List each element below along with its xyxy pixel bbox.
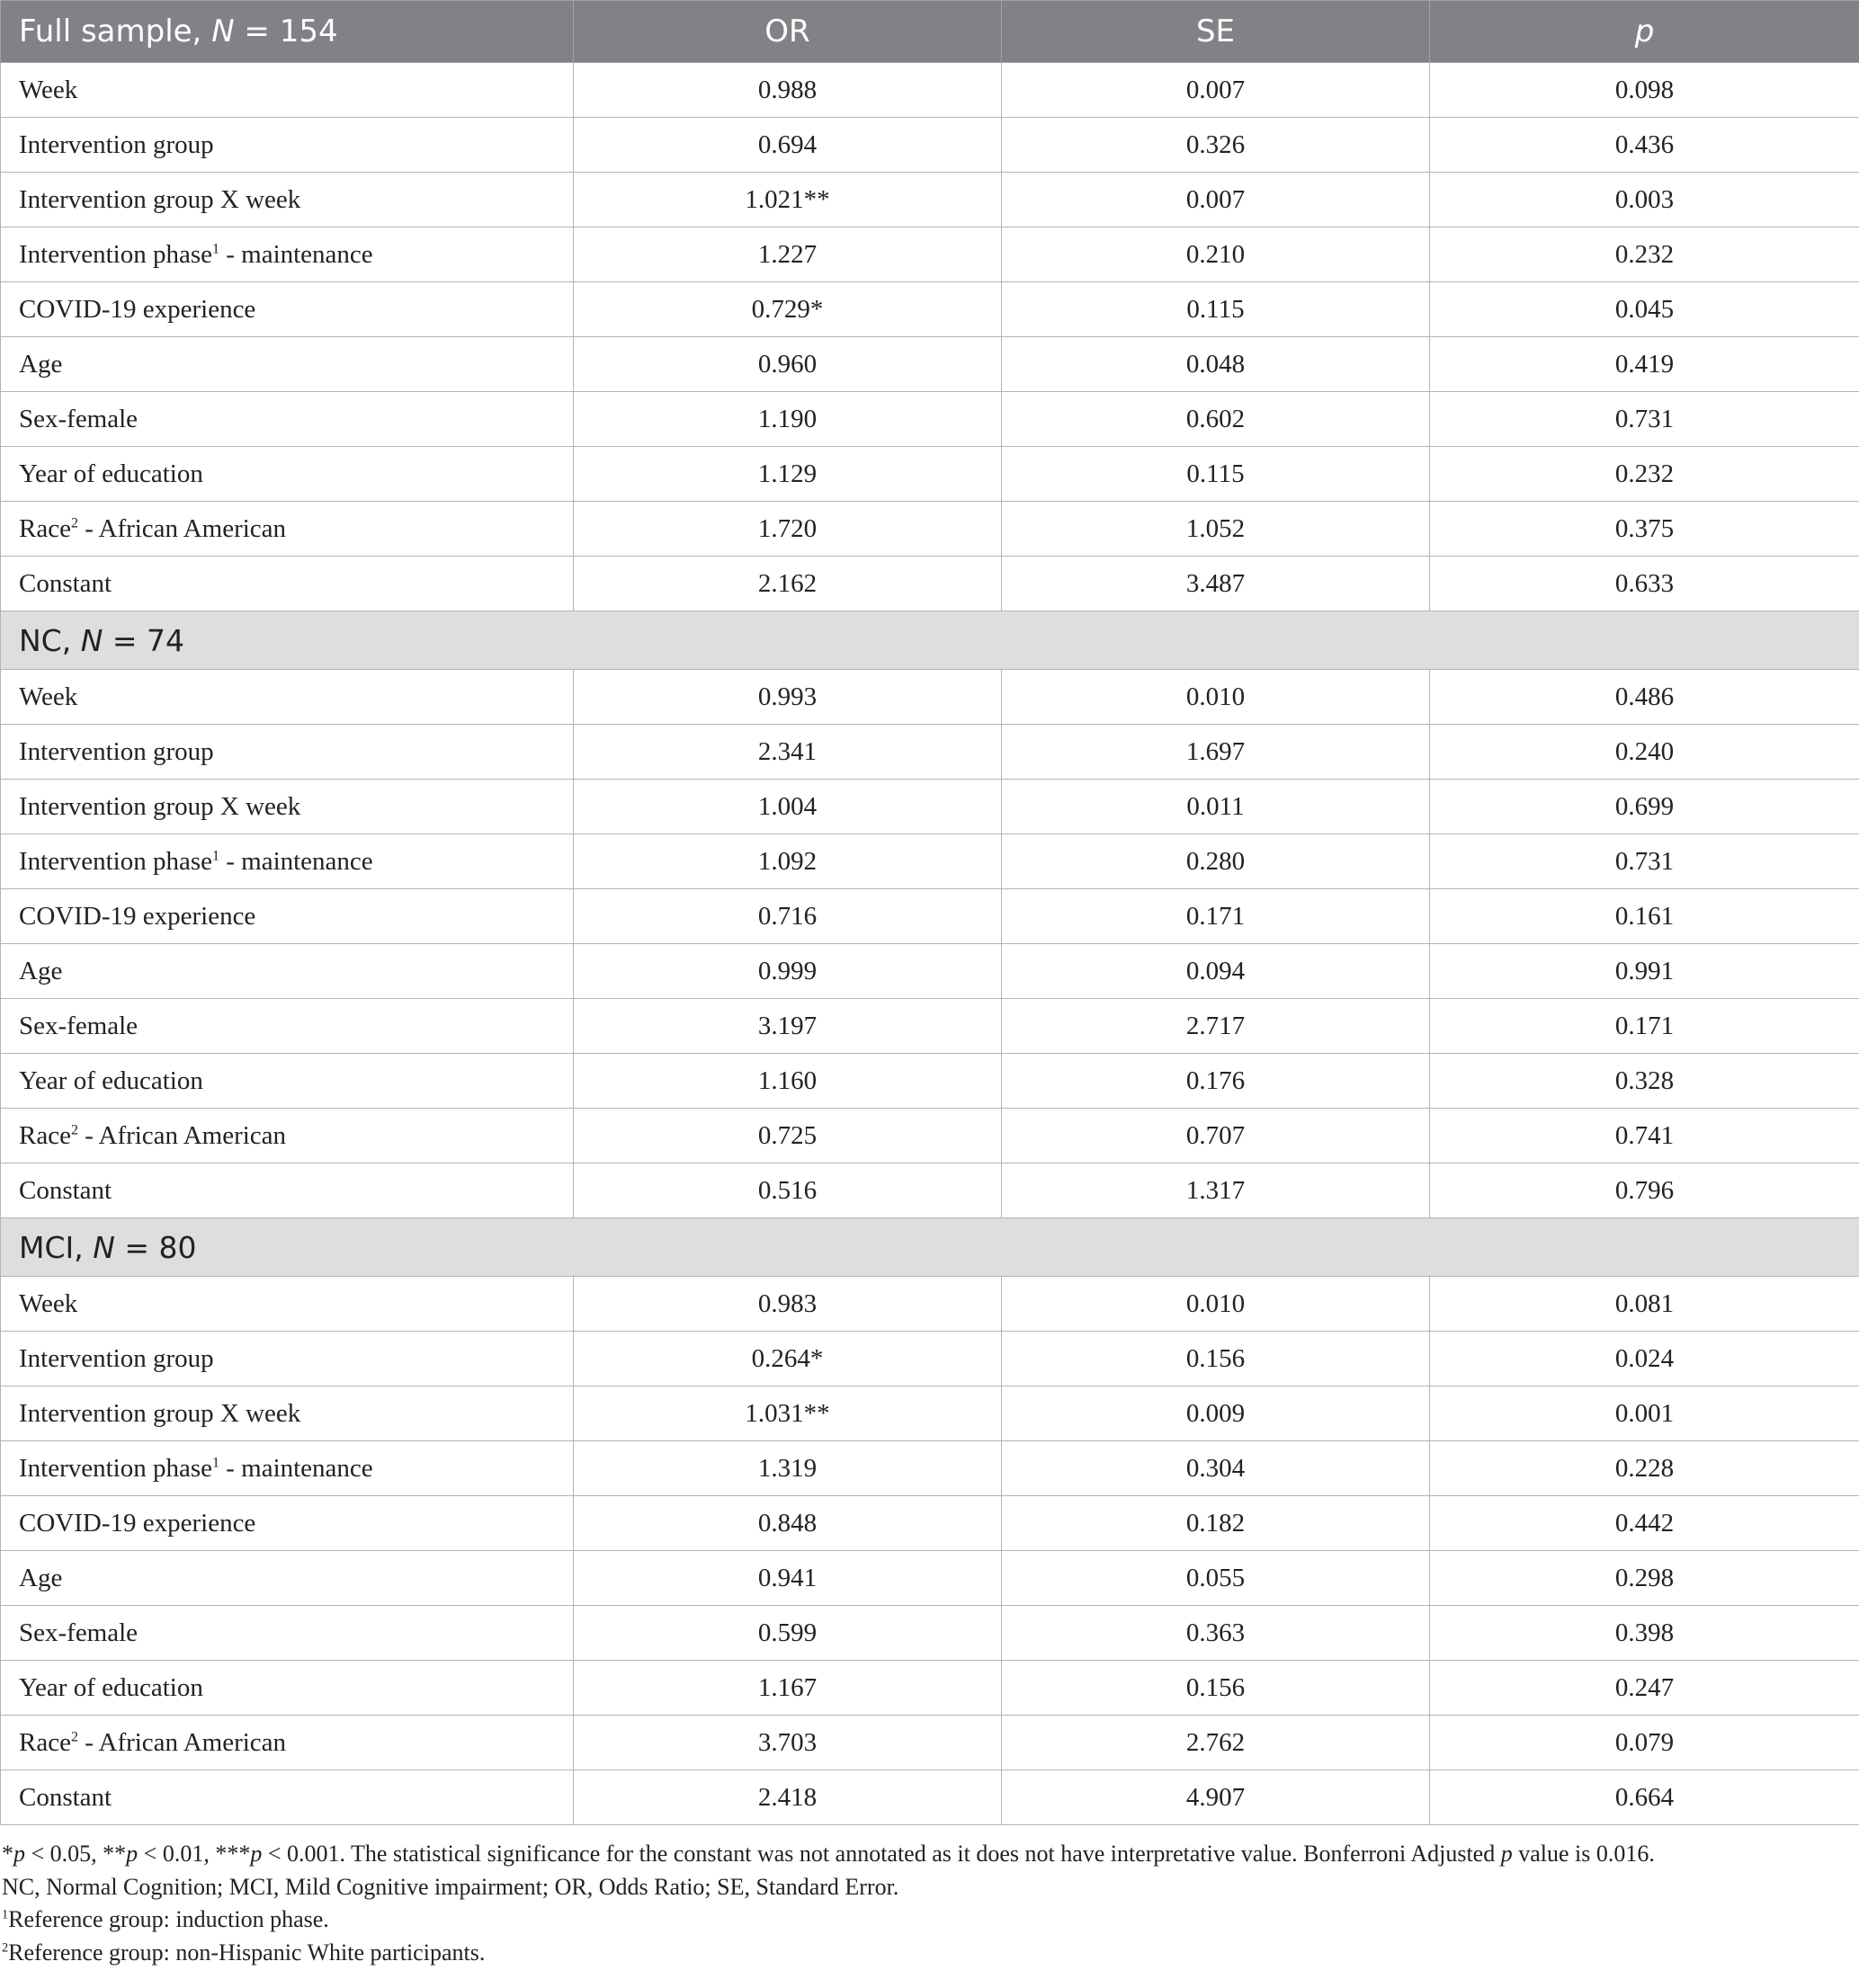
cell-p: 0.081 bbox=[1430, 1277, 1859, 1332]
table-row bbox=[1, 1770, 1859, 1825]
table-row bbox=[1, 227, 1859, 282]
table-row bbox=[1, 889, 1859, 944]
row-label bbox=[1, 337, 574, 392]
cell-p: 0.247 bbox=[1430, 1661, 1859, 1716]
cell-se: 0.007 bbox=[1002, 173, 1430, 227]
cell-se: 0.011 bbox=[1002, 780, 1430, 834]
cell-se: 0.094 bbox=[1002, 944, 1430, 999]
cell-or: 0.694 bbox=[574, 118, 1002, 173]
row-label-text: Intervention phase bbox=[19, 239, 213, 269]
cell-or: 0.729* bbox=[574, 282, 1002, 337]
row-label-text: Year of education bbox=[19, 1672, 203, 1702]
cell-or: 3.197 bbox=[574, 999, 1002, 1054]
cell-se: 0.176 bbox=[1002, 1054, 1430, 1109]
table-row bbox=[1, 999, 1859, 1054]
cell-p: 0.228 bbox=[1430, 1441, 1859, 1496]
cell-p: 0.001 bbox=[1430, 1386, 1859, 1441]
cell-or: 0.516 bbox=[574, 1163, 1002, 1218]
cell-se: 0.210 bbox=[1002, 227, 1430, 282]
section-title-n: N bbox=[93, 1229, 115, 1265]
row-label-text: Constant bbox=[19, 1782, 112, 1812]
cell-p: 0.419 bbox=[1430, 337, 1859, 392]
cell-p: 0.442 bbox=[1430, 1496, 1859, 1551]
footnote-mark: 2 bbox=[70, 1728, 78, 1744]
cell-or: 0.264* bbox=[574, 1332, 1002, 1386]
cell-se: 2.717 bbox=[1002, 999, 1430, 1054]
cell-or: 1.160 bbox=[574, 1054, 1002, 1109]
cell-se: 0.048 bbox=[1002, 337, 1430, 392]
table-row bbox=[1, 118, 1859, 173]
cell-p: 0.045 bbox=[1430, 282, 1859, 337]
cell-p: 0.098 bbox=[1430, 63, 1859, 118]
footnote-1-mark: 1 bbox=[2, 1907, 9, 1922]
cell-or: 1.004 bbox=[574, 780, 1002, 834]
row-label bbox=[1, 1163, 574, 1218]
cell-p: 0.731 bbox=[1430, 392, 1859, 447]
cell-or: 1.720 bbox=[574, 502, 1002, 557]
cell-or: 0.999 bbox=[574, 944, 1002, 999]
table-row bbox=[1, 670, 1859, 725]
cell-or: 0.599 bbox=[574, 1606, 1002, 1661]
row-label-suffix: - African American bbox=[77, 1727, 287, 1757]
footnote-text-run: p bbox=[126, 1841, 139, 1867]
table-row bbox=[1, 282, 1859, 337]
row-label-text: Year of education bbox=[19, 1065, 203, 1095]
cell-se: 0.007 bbox=[1002, 63, 1430, 118]
cell-p: 0.003 bbox=[1430, 173, 1859, 227]
table-row bbox=[1, 502, 1859, 557]
table-row bbox=[1, 1277, 1859, 1332]
row-label bbox=[1, 1277, 574, 1332]
cell-p: 0.232 bbox=[1430, 227, 1859, 282]
footnote-text-run: * bbox=[2, 1841, 13, 1867]
row-label-text: Intervention group bbox=[19, 736, 214, 766]
cell-or: 0.848 bbox=[574, 1496, 1002, 1551]
cell-se: 0.115 bbox=[1002, 282, 1430, 337]
row-label bbox=[1, 1661, 574, 1716]
row-label-text: Intervention group X week bbox=[19, 791, 301, 821]
cell-p: 0.161 bbox=[1430, 889, 1859, 944]
cell-p: 0.298 bbox=[1430, 1551, 1859, 1606]
row-label bbox=[1, 1054, 574, 1109]
section-title-prefix: MCI, bbox=[19, 1229, 94, 1265]
table-row bbox=[1, 1441, 1859, 1496]
table-row bbox=[1, 1716, 1859, 1770]
cell-or: 0.725 bbox=[574, 1109, 1002, 1163]
footnote-text-run: p bbox=[1500, 1841, 1513, 1867]
row-label-text: Intervention phase bbox=[19, 846, 213, 876]
footnote-text-run: value is 0.016. bbox=[1512, 1841, 1655, 1867]
table-row bbox=[1, 1054, 1859, 1109]
row-label-text: Week bbox=[19, 1288, 78, 1318]
table-row bbox=[1, 1606, 1859, 1661]
section-title-suffix: = 74 bbox=[103, 622, 185, 658]
table-body bbox=[1, 63, 1859, 1825]
cell-or: 1.319 bbox=[574, 1441, 1002, 1496]
row-label-text: Sex-female bbox=[19, 1011, 139, 1040]
row-label-text: Intervention group X week bbox=[19, 184, 301, 214]
cell-or: 1.190 bbox=[574, 392, 1002, 447]
cell-se: 1.052 bbox=[1002, 502, 1430, 557]
header-se: SE bbox=[1002, 1, 1430, 63]
table-row bbox=[1, 1386, 1859, 1441]
cell-p: 0.240 bbox=[1430, 725, 1859, 780]
row-label-text: Constant bbox=[19, 1175, 112, 1205]
row-label-text: Constant bbox=[19, 568, 112, 598]
cell-p: 0.328 bbox=[1430, 1054, 1859, 1109]
cell-or: 3.703 bbox=[574, 1716, 1002, 1770]
row-label bbox=[1, 227, 574, 282]
footnote-text-run: < 0.05, ** bbox=[25, 1841, 127, 1867]
header-or: OR bbox=[574, 1, 1002, 63]
footnote-mark: 2 bbox=[70, 1121, 78, 1137]
table-row bbox=[1, 337, 1859, 392]
row-label bbox=[1, 1332, 574, 1386]
row-label bbox=[1, 502, 574, 557]
footnote-significance bbox=[2, 1838, 1859, 1871]
row-label bbox=[1, 557, 574, 611]
section-title-n: N bbox=[80, 622, 103, 658]
cell-or: 2.162 bbox=[574, 557, 1002, 611]
footnote-text-run: p bbox=[250, 1841, 263, 1867]
row-label bbox=[1, 282, 574, 337]
row-label bbox=[1, 1770, 574, 1825]
table-row bbox=[1, 725, 1859, 780]
row-label-text: Year of education bbox=[19, 459, 203, 488]
cell-or: 0.960 bbox=[574, 337, 1002, 392]
table-row bbox=[1, 1496, 1859, 1551]
footnote-text-run: < 0.001. The statistical significance for the constant was not annotated as it does not have interpretative value. Bonferroni Adjusted bbox=[262, 1841, 1501, 1867]
footnote-mark: 2 bbox=[70, 514, 78, 530]
cell-or: 1.092 bbox=[574, 834, 1002, 889]
cell-p: 0.633 bbox=[1430, 557, 1859, 611]
row-label-suffix: - African American bbox=[77, 513, 287, 543]
cell-or: 1.227 bbox=[574, 227, 1002, 282]
cell-se: 0.182 bbox=[1002, 1496, 1430, 1551]
row-label bbox=[1, 1109, 574, 1163]
row-label bbox=[1, 392, 574, 447]
row-label-suffix: - African American bbox=[77, 1120, 287, 1150]
cell-or: 0.993 bbox=[574, 670, 1002, 725]
row-label bbox=[1, 725, 574, 780]
cell-p: 0.664 bbox=[1430, 1770, 1859, 1825]
row-label-text: Age bbox=[19, 349, 63, 379]
cell-se: 0.326 bbox=[1002, 118, 1430, 173]
table-row bbox=[1, 63, 1859, 118]
footnote-abbreviations: NC, Normal Cognition; MCI, Mild Cognitive impairment; OR, Odds Ratio; SE, Standard Error. bbox=[2, 1873, 899, 1900]
cell-se: 0.010 bbox=[1002, 670, 1430, 725]
row-label bbox=[1, 1441, 574, 1496]
table-row bbox=[1, 1551, 1859, 1606]
table-row bbox=[1, 173, 1859, 227]
cell-or: 1.129 bbox=[574, 447, 1002, 502]
footnote-1-text: Reference group: induction phase. bbox=[8, 1906, 329, 1932]
cell-p: 0.699 bbox=[1430, 780, 1859, 834]
table-row bbox=[1, 1163, 1859, 1218]
footnote-text-run: p bbox=[13, 1841, 25, 1867]
table-row bbox=[1, 1661, 1859, 1716]
row-label bbox=[1, 118, 574, 173]
row-label-text: Race bbox=[19, 1727, 71, 1757]
cell-se: 0.280 bbox=[1002, 834, 1430, 889]
footnote-2 bbox=[2, 1937, 1859, 1970]
footnote-mark: 1 bbox=[212, 1454, 219, 1470]
cell-p: 0.741 bbox=[1430, 1109, 1859, 1163]
row-label-text: Race bbox=[19, 513, 71, 543]
cell-p: 0.486 bbox=[1430, 670, 1859, 725]
table-row bbox=[1, 447, 1859, 502]
table-row bbox=[1, 557, 1859, 611]
header-full-sample: Full sample, N = 154 bbox=[1, 1, 574, 63]
row-label-text: Week bbox=[19, 682, 78, 711]
section-title-prefix: NC, bbox=[19, 622, 81, 658]
row-label-text: COVID-19 experience bbox=[19, 901, 256, 931]
cell-se: 0.707 bbox=[1002, 1109, 1430, 1163]
row-label-text: COVID-19 experience bbox=[19, 294, 256, 324]
cell-p: 0.731 bbox=[1430, 834, 1859, 889]
section-header-row bbox=[1, 611, 1859, 670]
cell-se: 0.171 bbox=[1002, 889, 1430, 944]
row-label bbox=[1, 780, 574, 834]
cell-or: 2.341 bbox=[574, 725, 1002, 780]
row-label-text: Sex-female bbox=[19, 1618, 139, 1647]
table-row bbox=[1, 834, 1859, 889]
row-label bbox=[1, 670, 574, 725]
footnote-2-mark: 2 bbox=[2, 1939, 9, 1955]
row-label-text: Intervention group bbox=[19, 129, 214, 159]
cell-se: 2.762 bbox=[1002, 1716, 1430, 1770]
section-title bbox=[1, 1218, 1859, 1277]
row-label-text: Intervention group bbox=[19, 1343, 214, 1373]
table-row bbox=[1, 1109, 1859, 1163]
row-label-text: Intervention phase bbox=[19, 1453, 213, 1483]
cell-p: 0.436 bbox=[1430, 118, 1859, 173]
table-row bbox=[1, 944, 1859, 999]
cell-se: 0.156 bbox=[1002, 1332, 1430, 1386]
cell-or: 0.716 bbox=[574, 889, 1002, 944]
footnote-mark: 1 bbox=[212, 240, 219, 256]
row-label-text: Week bbox=[19, 75, 78, 104]
section-title-suffix: = 80 bbox=[114, 1229, 197, 1265]
table-row bbox=[1, 780, 1859, 834]
footnote-text-run: < 0.01, *** bbox=[138, 1841, 251, 1867]
cell-or: 1.021** bbox=[574, 173, 1002, 227]
table-row bbox=[1, 1332, 1859, 1386]
cell-p: 0.991 bbox=[1430, 944, 1859, 999]
table-row bbox=[1, 392, 1859, 447]
row-label bbox=[1, 944, 574, 999]
row-label bbox=[1, 447, 574, 502]
footnote-1 bbox=[2, 1903, 1859, 1937]
row-label-text: Age bbox=[19, 1563, 63, 1592]
row-label bbox=[1, 1496, 574, 1551]
cell-or: 0.988 bbox=[574, 63, 1002, 118]
header-p: p bbox=[1430, 1, 1859, 63]
cell-se: 0.055 bbox=[1002, 1551, 1430, 1606]
row-label bbox=[1, 889, 574, 944]
cell-se: 0.115 bbox=[1002, 447, 1430, 502]
cell-or: 2.418 bbox=[574, 1770, 1002, 1825]
row-label-suffix: - maintenance bbox=[219, 239, 373, 269]
row-label-text: COVID-19 experience bbox=[19, 1508, 256, 1538]
cell-or: 1.167 bbox=[574, 1661, 1002, 1716]
row-label bbox=[1, 1386, 574, 1441]
header-row bbox=[1, 1, 1859, 63]
cell-p: 0.375 bbox=[1430, 502, 1859, 557]
cell-se: 1.697 bbox=[1002, 725, 1430, 780]
row-label-text: Age bbox=[19, 956, 63, 985]
footnote-mark: 1 bbox=[212, 847, 219, 863]
row-label bbox=[1, 1606, 574, 1661]
row-label bbox=[1, 1551, 574, 1606]
cell-se: 0.304 bbox=[1002, 1441, 1430, 1496]
row-label bbox=[1, 63, 574, 118]
cell-se: 1.317 bbox=[1002, 1163, 1430, 1218]
cell-se: 0.602 bbox=[1002, 392, 1430, 447]
cell-or: 1.031** bbox=[574, 1386, 1002, 1441]
cell-se: 0.010 bbox=[1002, 1277, 1430, 1332]
footnote-2-text: Reference group: non-Hispanic White participants. bbox=[8, 1939, 486, 1966]
row-label-suffix: - maintenance bbox=[219, 1453, 373, 1483]
cell-se: 0.156 bbox=[1002, 1661, 1430, 1716]
cell-p: 0.079 bbox=[1430, 1716, 1859, 1770]
row-label bbox=[1, 834, 574, 889]
cell-p: 0.398 bbox=[1430, 1606, 1859, 1661]
cell-se: 3.487 bbox=[1002, 557, 1430, 611]
cell-se: 4.907 bbox=[1002, 1770, 1430, 1825]
section-header-row bbox=[1, 1218, 1859, 1277]
cell-p: 0.796 bbox=[1430, 1163, 1859, 1218]
cell-or: 0.941 bbox=[574, 1551, 1002, 1606]
row-label-text: Sex-female bbox=[19, 404, 139, 433]
footnotes bbox=[0, 1825, 1859, 1969]
row-label bbox=[1, 173, 574, 227]
cell-se: 0.009 bbox=[1002, 1386, 1430, 1441]
row-label-suffix: - maintenance bbox=[219, 846, 373, 876]
cell-se: 0.363 bbox=[1002, 1606, 1430, 1661]
cell-or: 0.983 bbox=[574, 1277, 1002, 1332]
row-label-text: Intervention group X week bbox=[19, 1398, 301, 1428]
row-label-text: Race bbox=[19, 1120, 71, 1150]
row-label bbox=[1, 1716, 574, 1770]
cell-p: 0.024 bbox=[1430, 1332, 1859, 1386]
cell-p: 0.171 bbox=[1430, 999, 1859, 1054]
row-label bbox=[1, 999, 574, 1054]
section-title bbox=[1, 611, 1859, 670]
cell-p: 0.232 bbox=[1430, 447, 1859, 502]
